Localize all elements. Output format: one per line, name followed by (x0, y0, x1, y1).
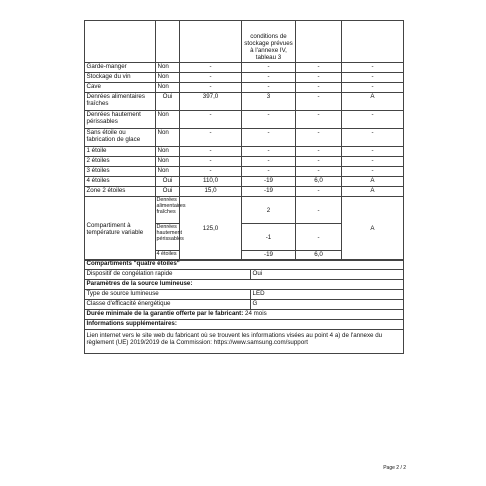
table-row: Denrées alimentaires fraîches Oui 397,0 3 - A (85, 93, 404, 111)
table-row: Dispositif de congélation rapide Oui (85, 270, 404, 280)
table-row: Sans étoile ou fabrication de glace Non - - - - (85, 129, 404, 147)
info-table (84, 259, 404, 354)
storage-conditions-header: conditions de stockage prévues à l'annexe IV, tableau 3 (242, 21, 296, 63)
table-row: Stockage du vin Non - - - - (85, 73, 404, 83)
table-row: Denrées hautement périssables Non - - - - (85, 111, 404, 129)
table-row: Type de source lumineuse LED (85, 290, 404, 300)
warranty-value: 24 mois (245, 310, 267, 317)
compartment-table (84, 20, 404, 261)
header-row (85, 21, 404, 63)
table-row: 1 étoile Non - - - - (85, 147, 404, 157)
sub-label: 4 étoiles (156, 251, 180, 261)
table-row: 2 étoiles Non - - - - (85, 157, 404, 167)
support-link-text: Lien internet vers le site web du fabricant où se trouvent les informations visées au point 4 a) de l'annexe du règlement (UE) 2019/2019 de la Commission: https://www.samsung.com/support (85, 330, 404, 354)
variable-class: A (342, 197, 404, 261)
variable-row: 4 étoiles -19 6,0 (85, 251, 404, 261)
page-number: Page 2 / 2 (383, 465, 406, 471)
table-row: Zone 2 étoiles Oui 15,0 -19 - A (85, 187, 404, 197)
table-row: 3 étoiles Non - - - - (85, 167, 404, 177)
light-heading: Paramètres de la source lumineuse: (85, 280, 404, 290)
table-row: 4 étoiles Oui 110,0 -19 6,0 A (85, 177, 404, 187)
table-row: Garde-manger Non - - - - (85, 63, 404, 73)
variable-volume: 125,0 (180, 197, 242, 261)
table-row: Classe d'efficacité énergétique G (85, 300, 404, 310)
sub-label: Denrées hautement périssables (156, 224, 180, 251)
variable-compartment-label: Compartiment à température variable (85, 197, 156, 261)
table-row: Cave Non - - - - (85, 83, 404, 93)
warranty-label: Durée minimale de la garantie offerte par le fabricant: (86, 310, 244, 317)
sub-label: Denrées alimentaires fraîches (156, 197, 180, 224)
extra-heading: Informations supplémentaires: (85, 320, 404, 330)
warranty-row (85, 310, 404, 320)
four-star-heading: Compartiments "quatre étoiles" (85, 260, 404, 270)
variable-row: Denrées hautement périssables -1 - (85, 224, 404, 251)
variable-row: Compartiment à température variable Denrées alimentaires fraîches 125,0 2 - A (85, 197, 404, 224)
